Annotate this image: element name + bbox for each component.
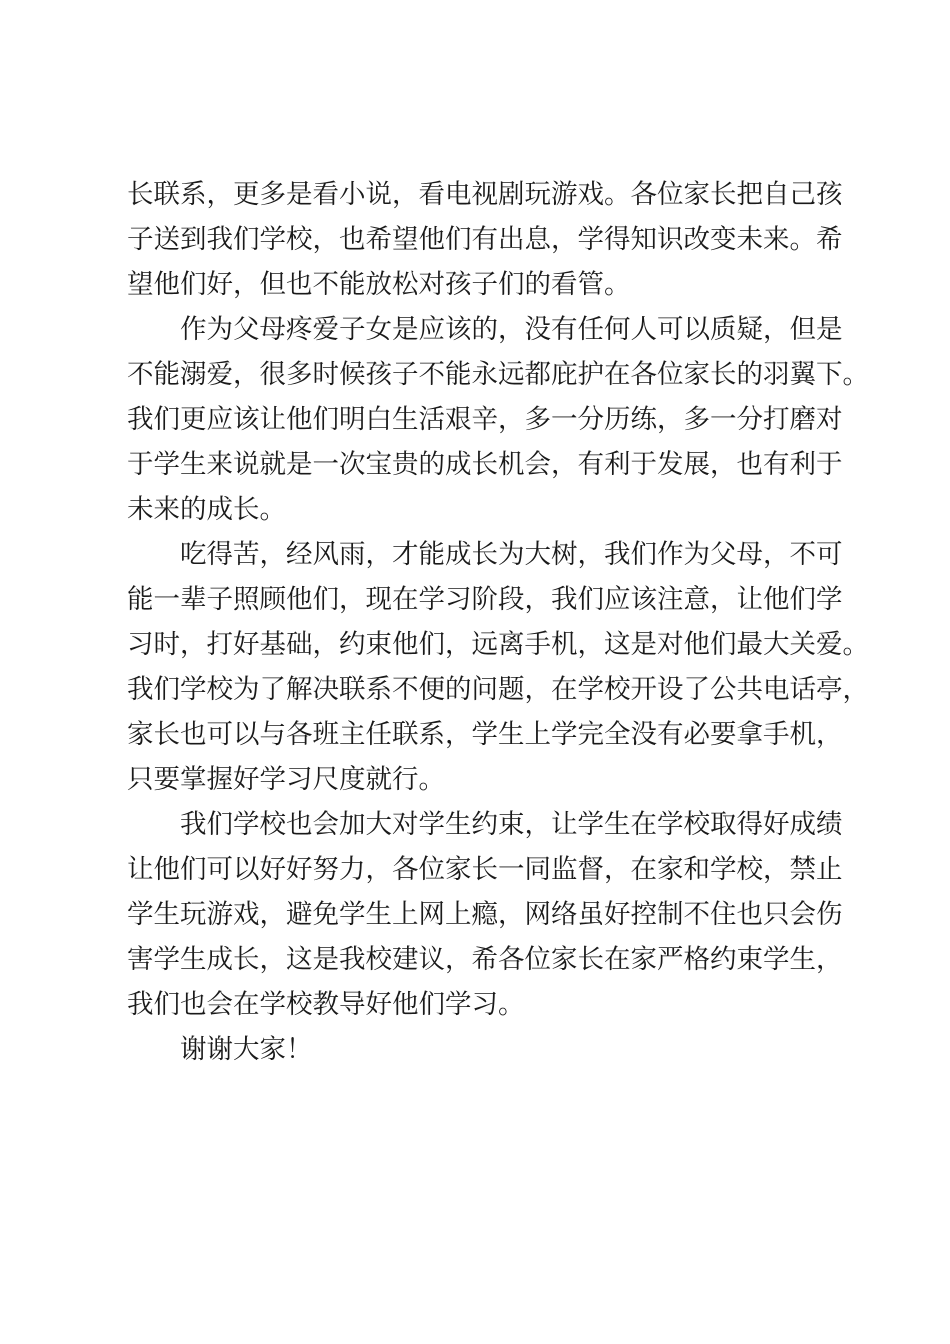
text-line: 习时，打好基础，约束他们，远离手机，这是对他们最大关爱。 <box>127 629 869 660</box>
text-line: 子送到我们学校，也希望他们有出息，学得知识改变未来。希 <box>127 224 843 255</box>
text-line: 不能溺爱，很多时候孩子不能永远都庇护在各位家长的羽翼下。 <box>127 359 869 390</box>
text-line: 望他们好，但也不能放松对孩子们的看管。 <box>127 269 631 300</box>
paragraph-start-line: 我们学校也会加大对学生约束，让学生在学校取得好成绩 <box>180 809 843 840</box>
text-line: 让他们可以好好努力，各位家长一同监督，在家和学校，禁止 <box>127 854 843 885</box>
text-line: 我们更应该让他们明白生活艰辛，多一分历练，多一分打磨对 <box>127 404 843 435</box>
text-line: 害学生成长，这是我校建议，希各位家长在家严格约束学生， <box>127 944 843 975</box>
text-line: 只要掌握好学习尺度就行。 <box>127 764 445 795</box>
paragraph-start-line: 吃得苦，经风雨，才能成长为大树，我们作为父母，不可 <box>180 539 843 570</box>
text-line: 长联系，更多是看小说，看电视剧玩游戏。各位家长把自己孩 <box>127 179 843 210</box>
text-line: 未来的成长。 <box>127 494 286 525</box>
closing-line: 谢谢大家！ <box>180 1034 313 1065</box>
text-line: 学生玩游戏，避免学生上网上瘾，网络虽好控制不住也只会伤 <box>127 899 843 930</box>
paragraph-start-line: 作为父母疼爱子女是应该的，没有任何人可以质疑，但是 <box>180 314 843 345</box>
text-line: 我们学校为了解决联系不便的问题，在学校开设了公共电话亭， <box>127 674 869 705</box>
text-line: 于学生来说就是一次宝贵的成长机会，有利于发展，也有利于 <box>127 449 843 480</box>
text-line: 能一辈子照顾他们，现在学习阶段，我们应该注意，让他们学 <box>127 584 843 615</box>
document-body <box>127 172 869 1072</box>
text-line: 家长也可以与各班主任联系，学生上学完全没有必要拿手机， <box>127 719 843 750</box>
text-line: 我们也会在学校教导好他们学习。 <box>127 989 525 1020</box>
